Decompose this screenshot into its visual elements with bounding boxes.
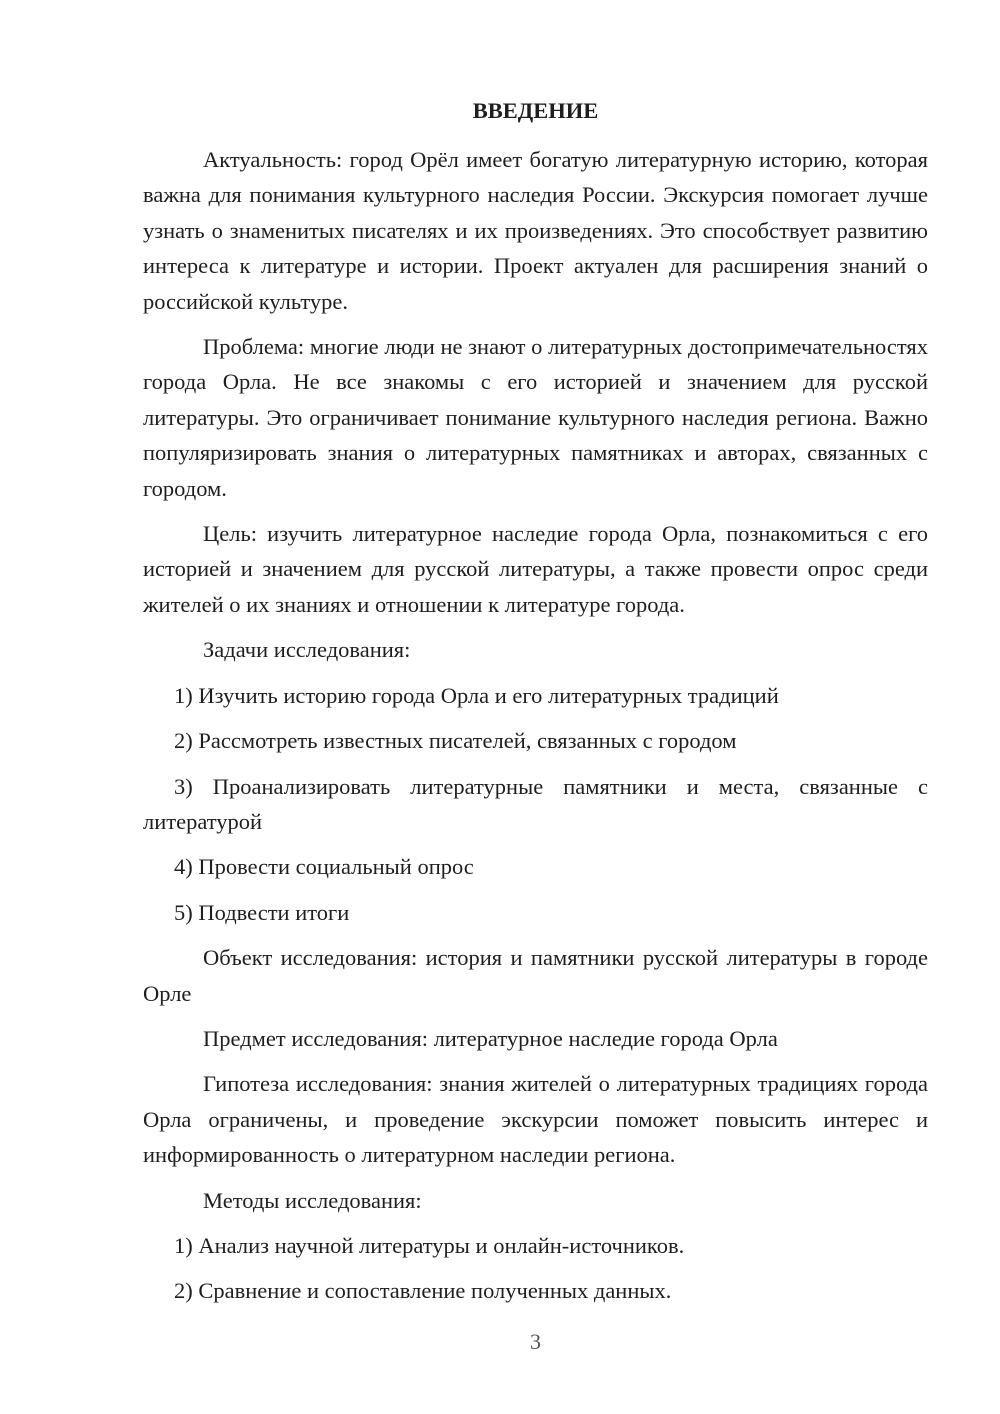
subject-paragraph: Предмет исследования: литературное наследие города Орла bbox=[203, 1025, 778, 1051]
goal-paragraph: Цель: изучить литературное наследие города Орла, познакомиться с его историей и значением для русской литературы, а также провести опрос среди жителей о их знаниях и отношении к литературе города. bbox=[143, 521, 928, 617]
page-title: ВВЕДЕНИЕ bbox=[472, 98, 599, 123]
object-paragraph: Объект исследования: история и памятники русской литературы в городе Орле bbox=[143, 945, 928, 1006]
task-item: 1) Изучить историю города Орла и его литературных традиций bbox=[174, 682, 779, 708]
task-item: 2) Рассмотреть известных писателей, связанных с городом bbox=[174, 728, 737, 754]
tasks-heading: Задачи исследования: bbox=[203, 637, 411, 663]
task-item: 3) Проанализировать литературные памятники и места, связанные с литературой bbox=[143, 773, 928, 834]
method-item: 1) Анализ научной литературы и онлайн-источников. bbox=[174, 1232, 685, 1258]
method-item: 2) Сравнение и сопоставление полученных данных. bbox=[174, 1278, 672, 1304]
relevance-paragraph: Актуальность: город Орёл имеет богатую литературную историю, которая важна для понимания культурного наследия России. Экскурсия помогает лучше узнать о знаменитых писателях и их произведениях. Это способствует развитию интереса к литературе и истории. Проект актуален для расширения знаний о российской культуре. bbox=[143, 147, 928, 314]
page-number: 3 bbox=[530, 1329, 541, 1354]
task-item: 4) Провести социальный опрос bbox=[174, 854, 474, 880]
methods-heading: Методы исследования: bbox=[203, 1187, 422, 1213]
problem-paragraph: Проблема: многие люди не знают о литературных достопримечательностях города Орла. Не все знакомы с его историей и значением для русской литературы. Это ограничивает понимание культурного наследия региона. Важно популяризировать знания о литературных памятниках и авторах, связанных с городом. bbox=[143, 334, 928, 501]
task-item: 5) Подвести итоги bbox=[174, 899, 350, 925]
document-page bbox=[143, 94, 928, 1309]
hypothesis-paragraph: Гипотеза исследования: знания жителей о литературных традициях города Орла ограничены, и проведение экскурсии поможет повысить интерес и информированность о литературном наследии региона. bbox=[143, 1071, 928, 1168]
